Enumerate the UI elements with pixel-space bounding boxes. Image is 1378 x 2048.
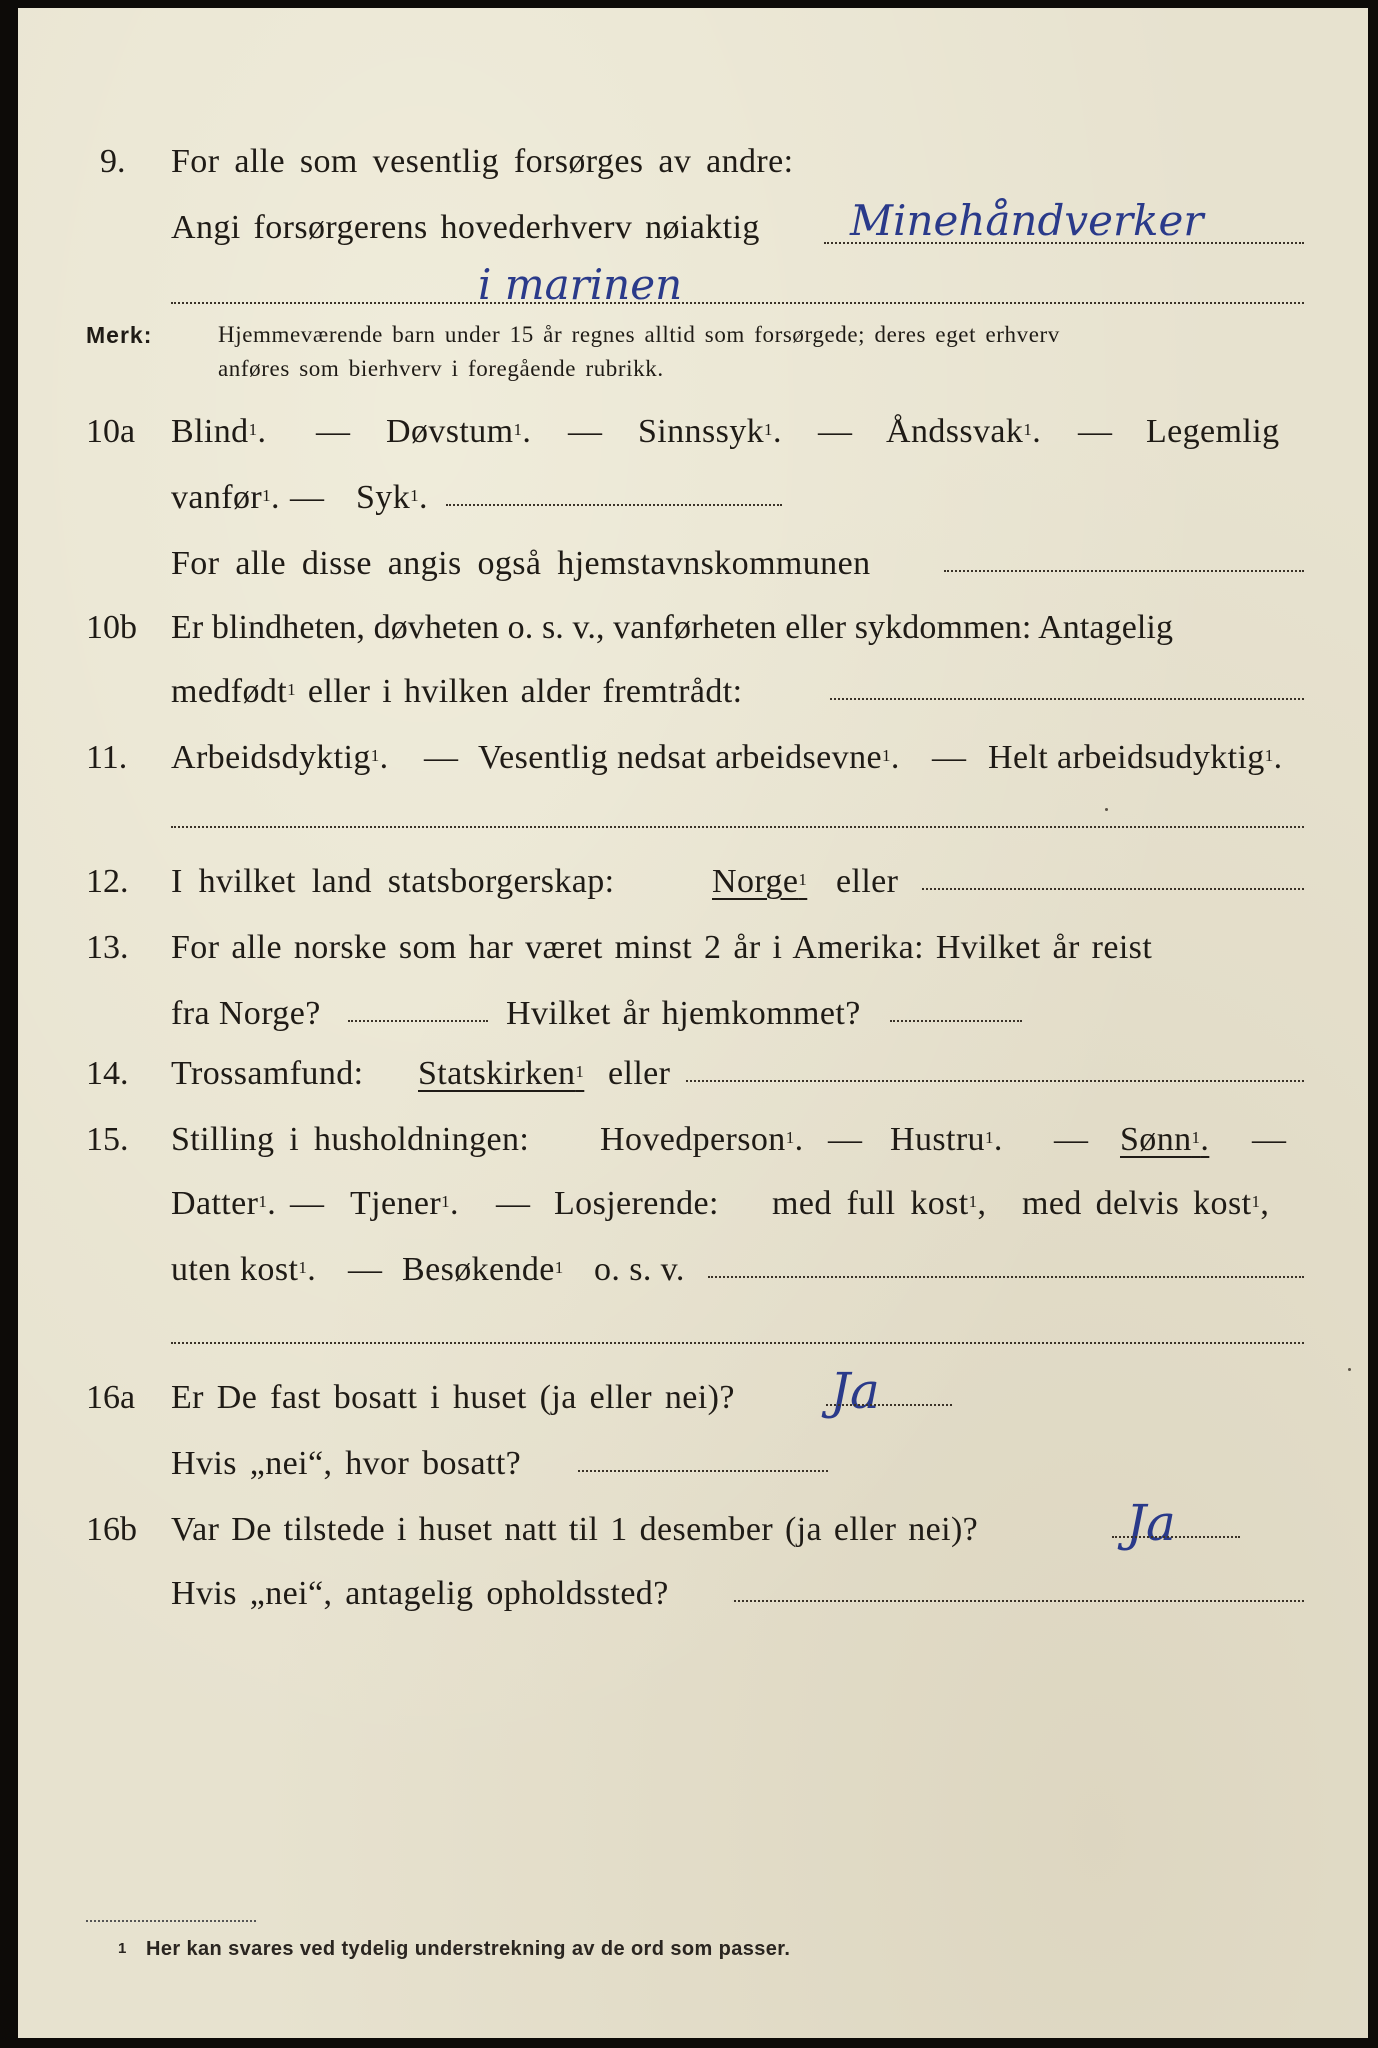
q14-eller: eller (608, 1055, 671, 1092)
q16a-bosatt-line (578, 1470, 828, 1472)
q16a-line-2: Hvis „nei“, hvor bosatt? (171, 1445, 522, 1482)
q13-line-2-a: fra Norge? (171, 995, 321, 1032)
q10a-dash-4: — (1078, 413, 1113, 450)
q9-answer-line-2 (171, 302, 1304, 304)
q15-osv: o. s. v. (594, 1251, 685, 1288)
q10a-option-legemlig: Legemlig (1146, 413, 1280, 450)
merk-line-1: Hjemmeværende barn under 15 år regnes alltid som forsørgede; deres eget erhverv (218, 322, 1060, 347)
q11-answer-line (171, 826, 1304, 828)
q10a-option-blind: Blind$^1$. (171, 413, 267, 450)
merk-label: Merk: (86, 322, 153, 348)
q15-option-uten-kost: uten kost$^1$. (171, 1251, 317, 1288)
q15-option-tjener: Tjener$^1$. (350, 1185, 459, 1222)
q11-option-arbeidsdyktig: Arbeidsdyktig$^1$. (171, 739, 389, 776)
q16a-number: 16a (86, 1379, 136, 1416)
q10a-option-andssvak: Åndssvak$^1$. (886, 413, 1042, 450)
q10a-dash-3: — (818, 413, 853, 450)
q10a-dash-2: — (568, 413, 603, 450)
q15-option-datter: Datter$^1$. (171, 1185, 277, 1222)
q16b-opholdssted-line (734, 1600, 1304, 1602)
paper-speck (1105, 808, 1108, 811)
q11-option-udyktig: Helt arbeidsudyktig$^1$. (988, 739, 1283, 776)
q11-dash-2: — (932, 739, 967, 776)
q13-hjemkommet-line (890, 1020, 1022, 1022)
q10b-line-1: Er blindheten, døvheten o. s. v., vanførheten eller sykdommen: Antagelig (171, 609, 1174, 646)
q14-answer-line (686, 1080, 1304, 1082)
q15-option-besokende: Besøkende$^1$ (402, 1251, 564, 1288)
q16b-line-1: Var De tilstede i huset natt til 1 desember (ja eller nei)? (171, 1511, 979, 1548)
q9-handwritten-answer-1: Minehåndverker (850, 196, 1204, 245)
q9-number: 9. (100, 143, 126, 180)
q12-number: 12. (86, 863, 129, 900)
q10a-number: 10a (86, 413, 136, 450)
q12-eller: eller (836, 863, 899, 900)
footnote-rule (86, 1920, 256, 1922)
q15-dash-1: — (828, 1121, 863, 1158)
q15-option-full-kost: med full kost$^1$, (772, 1185, 987, 1222)
q11-dash-1: — (424, 739, 459, 776)
q9-answer-line-1 (824, 242, 1304, 244)
q15-dash-4: — (290, 1185, 325, 1222)
q15-answer-line-2 (171, 1342, 1304, 1344)
q14-text: Trossamfund: (171, 1055, 364, 1092)
q15-lead: Stilling i husholdningen: (171, 1121, 530, 1158)
q10a-option-sinnssyk: Sinnssyk$^1$. (638, 413, 782, 450)
q15-answer-line-1 (708, 1276, 1304, 1278)
q16a-handwritten-answer: Ja (830, 1362, 880, 1420)
q10a-dash-5: — (290, 479, 325, 516)
q11-option-nedsat: Vesentlig nedsat arbeidsevne$^1$. (478, 739, 900, 776)
q16b-answer-line (1112, 1536, 1240, 1538)
q15-dash-3: — (1252, 1121, 1287, 1158)
q16b-number: 16b (86, 1511, 137, 1548)
q9-line-1: For alle som vesentlig forsørges av andre: (171, 143, 794, 180)
footnote-mark: 1 (118, 1940, 127, 1957)
q11-number: 11. (86, 739, 128, 776)
footnote-text: Her kan svares ved tydelig understrekning av de ord som passer. (146, 1938, 791, 1960)
q13-line-2-b: Hvilket år hjemkommet? (506, 995, 861, 1032)
q10a-dash-1: — (316, 413, 351, 450)
q12-answer-line (922, 888, 1304, 890)
q10b-number: 10b (86, 609, 137, 646)
q16b-handwritten-answer: Ja (1126, 1494, 1176, 1552)
q10a-answer-line-2 (944, 570, 1304, 572)
q12-option-norge-underlined: Norge$^1$ (712, 863, 808, 900)
q13-number: 13. (86, 929, 129, 966)
q9-handwritten-answer-2: i marinen (478, 260, 683, 309)
q15-dash-2: — (1054, 1121, 1089, 1158)
q10a-answer-line-1 (446, 504, 782, 506)
q14-option-statskirken-underlined: Statskirken$^1$ (418, 1055, 585, 1092)
q15-losjerende: Losjerende: (554, 1185, 719, 1222)
q13-line-1: For alle norske som har været minst 2 år i Amerika: Hvilket år reist (171, 929, 1153, 966)
q16b-line-2: Hvis „nei“, antagelig opholdssted? (171, 1575, 669, 1612)
q10b-answer-line (830, 698, 1304, 700)
q15-dash-6: — (348, 1251, 383, 1288)
q10b-line-2: medfødt$^1$ eller i hvilken alder fremtrådt: (171, 673, 743, 710)
q15-option-sonn-underlined: Sønn$^1$. (1120, 1121, 1210, 1158)
q15-number: 15. (86, 1121, 129, 1158)
q15-option-hustru: Hustru$^1$. (890, 1121, 1003, 1158)
q15-dash-5: — (496, 1185, 531, 1222)
q9-line-2: Angi forsørgerens hovederhverv nøiaktig (171, 209, 760, 246)
q16a-answer-line (826, 1404, 952, 1406)
merk-line-2: anføres som bierhverv i foregående rubrikk. (218, 356, 664, 381)
q10a-line-3: For alle disse angis også hjemstavnskommunen (171, 545, 871, 582)
q15-option-hovedperson: Hovedperson$^1$. (600, 1121, 804, 1158)
paper-speck (1348, 1368, 1351, 1371)
q13-reist-line (348, 1020, 488, 1022)
q10a-option-dovstum: Døvstum$^1$. (386, 413, 532, 450)
census-form-page (18, 8, 1368, 2038)
q10a-option-syk: Syk$^1$. (356, 479, 428, 516)
q12-text: I hvilket land statsborgerskap: (171, 863, 615, 900)
q16a-line-1: Er De fast bosatt i huset (ja eller nei)? (171, 1379, 735, 1416)
q15-option-delvis-kost: med delvis kost$^1$, (1022, 1185, 1270, 1222)
q14-number: 14. (86, 1055, 129, 1092)
q10a-option-vanfor: vanfør$^1$. (171, 479, 280, 516)
